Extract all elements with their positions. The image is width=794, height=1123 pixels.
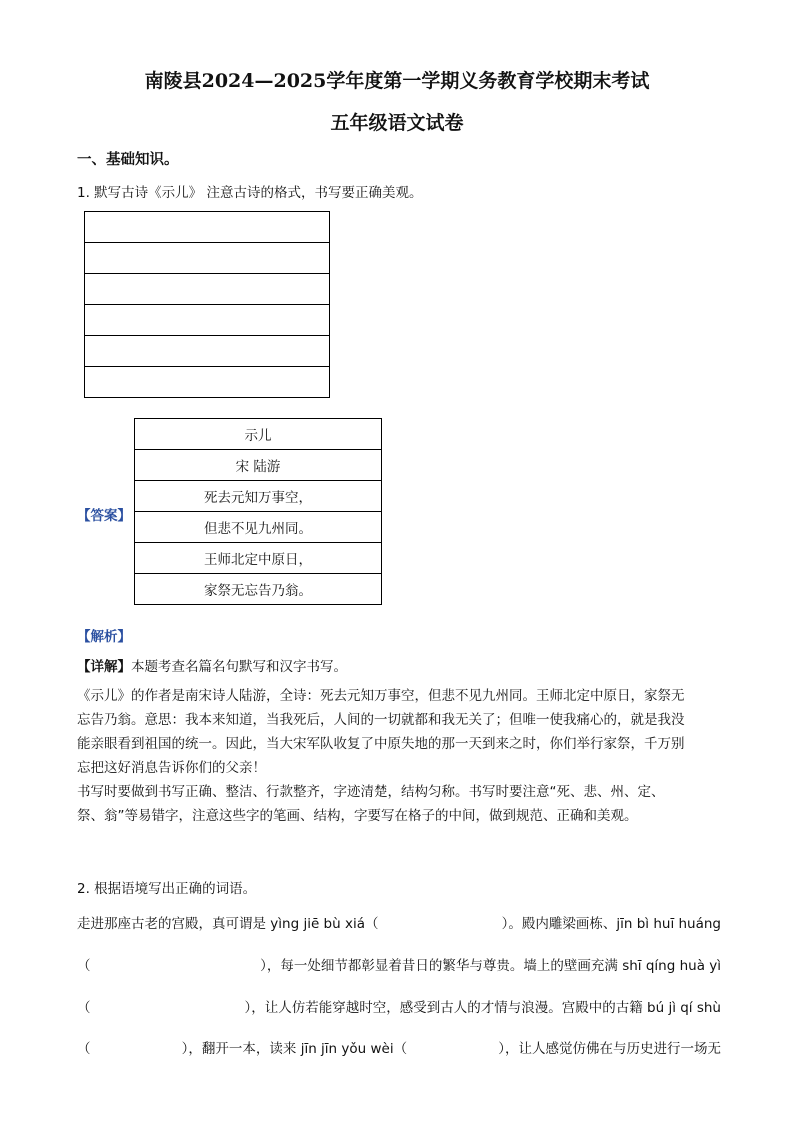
answer-row: 死去元知万事空， (135, 481, 382, 512)
q2-segment: （ (77, 1000, 91, 1016)
section-heading: 一、基础知识。 (77, 152, 179, 168)
answer-table (134, 418, 382, 605)
explanation-line: 祭、翁”等易错字，注意这些字的笔画、结构，字要写在格子的中间，做到规范、正确和美观。 (77, 808, 638, 824)
detail-label: 【详解】 (77, 659, 131, 675)
explanation-paragraph (77, 684, 717, 828)
q2-segment: ），每一处细节都彰显着昔日的繁华与尊贵。墙上的壁画充满 shī qíng huà yì (260, 958, 721, 974)
answer-row: 王师北定中原日， (135, 543, 382, 574)
blank-row[interactable] (85, 305, 330, 336)
question-2-prompt: 2. 根据语境写出正确的词语。 (77, 881, 257, 897)
q2-segment: ），让人仿若能穿越时空，感受到古人的才情与浪漫。宫殿中的古籍 bú jì qí shù (244, 1000, 721, 1016)
blank-row[interactable] (85, 274, 330, 305)
blank-writing-grid (84, 211, 330, 398)
blank-row[interactable] (85, 212, 330, 243)
blank-row[interactable] (85, 336, 330, 367)
blank-row[interactable] (85, 367, 330, 398)
q2-segment: （ (77, 958, 91, 974)
q2-line (77, 954, 721, 974)
answer-label: 【答案】 (77, 508, 131, 524)
page-subtitle: 五年级语文试卷 (330, 112, 464, 134)
answer-row: 家祭无忘告乃翁。 (135, 574, 382, 605)
answer-row: 示儿 (135, 419, 382, 450)
q2-segment: ）。殿内雕梁画栋、jīn bì huī huáng (501, 916, 721, 932)
q2-line (77, 1037, 721, 1057)
page-title: 南陵县2024—2025学年度第一学期义务教育学校期末考试 (144, 70, 650, 92)
explanation-line: 忘告乃翁。意思：我本来知道，当我死后，人间的一切就都和我无关了；但唯一使我痛心的，就是我没 (77, 712, 685, 728)
explanation-line: 《示儿》的作者是南宋诗人陆游，全诗：死去元知万事空，但悲不见九州同。王师北定中原日，家祭无 (77, 688, 685, 704)
q2-segment: （ (77, 1041, 91, 1057)
q2-line (77, 912, 721, 932)
explanation-line: 忘把这好消息告诉你们的父亲！ (77, 760, 266, 776)
answer-row: 但悲不见九州同。 (135, 512, 382, 543)
analysis-label: 【解析】 (77, 629, 131, 645)
detail-line (77, 655, 347, 675)
q2-segment: ），翻开一本，读来 jīn jīn yǒu wèi（ (181, 1041, 408, 1057)
q2-line (77, 996, 721, 1016)
explanation-line: 书写时要做到书写正确、整洁、行款整齐，字迹清楚，结构匀称。书写时要注意“死、悲、州、定、 (77, 784, 665, 800)
q2-segment: 走进那座古老的宫殿，真可谓是 yìng jiē bù xiá（ (77, 916, 379, 932)
q2-segment: ），让人感觉仿佛在与历史进行一场无 (498, 1041, 721, 1057)
blank-row[interactable] (85, 243, 330, 274)
answer-row: 宋 陆游 (135, 450, 382, 481)
detail-text: 本题考查名篇名句默写和汉字书写。 (131, 659, 347, 675)
explanation-line: 能亲眼看到祖国的统一。因此，当大宋军队收复了中原失地的那一天到来之时，你们举行家祭，千万别 (77, 736, 685, 752)
question-1-prompt: 1. 默写古诗《示儿》 注意古诗的格式，书写要正确美观。 (77, 185, 423, 201)
